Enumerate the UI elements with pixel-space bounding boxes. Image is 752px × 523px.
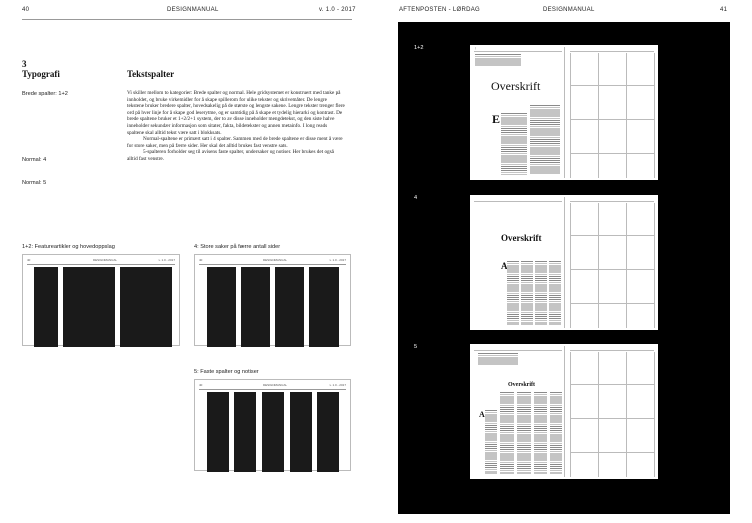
spread-3-text-col-3 bbox=[517, 392, 531, 474]
manual-title-right: DESIGNMANUAL bbox=[543, 7, 595, 13]
thumb-2-col-4 bbox=[309, 267, 339, 347]
thumb-3-rule bbox=[199, 389, 346, 390]
spread-2-text-col-1 bbox=[507, 261, 519, 325]
thumb-layout-1-2 bbox=[22, 254, 180, 346]
thumb-3-manual: DESIGNMANUAL bbox=[263, 383, 288, 387]
spread-example-4 bbox=[470, 195, 658, 330]
spread-3-grid-2 bbox=[598, 352, 599, 477]
thumb-1-col-2 bbox=[63, 267, 115, 347]
thumb-caption-2: 4: Store saker på færre antall sider bbox=[194, 244, 281, 250]
thumb-2-col-3 bbox=[275, 267, 304, 347]
spread-2-grid-1 bbox=[570, 203, 571, 328]
version-label: v. 1.0 - 2017 bbox=[319, 7, 356, 13]
paragraph-brede: Vi skiller mellom to kategorier: Brede spalter og normal. Hele gridsystemet er konstruert med tanke på innholdet, og bruke virkemidler for å skape spillerom for ulike tekster og skrivemåter. De lengre tekstene bruker bredere spalter, hovedsakelig på de største og lengste sakene. Lengre tekster trenger flere ord på hver linje for å skape god leserytme, og er samtidig på å skape et tydelig hierarki og kontrast. De brede spaltene bruker et 1+2/2+1 system, der to av disse inneholder mengdetekst, og den siste halve inneholder sekundær informasjon som sitater, fakta, bildetekster og annen metainfo. I long reads spaltene skal alltid tekst være satt i blokksats. bbox=[127, 90, 345, 136]
paragraph-normal-5: 5-spalteren forholder seg til avisens faste spalter, undersaker og notiser. Her brukes det også alltid fast venstre. bbox=[127, 149, 334, 162]
spread-2-text-col-3 bbox=[535, 261, 547, 325]
spread-3-text-col-1 bbox=[485, 410, 497, 474]
spread-2-grid-3 bbox=[626, 203, 627, 328]
spread-1-hrule-3 bbox=[570, 153, 654, 154]
spread-1-grid-2 bbox=[598, 53, 599, 178]
spread-2-headline: Overskrift bbox=[501, 233, 542, 243]
spread-3-grid-1 bbox=[570, 352, 571, 477]
spread-3-gutter bbox=[564, 346, 565, 477]
spread-1-rule-right bbox=[570, 51, 654, 52]
spread-2-grid-4 bbox=[654, 203, 655, 328]
spread-2-dropcap: A bbox=[501, 261, 508, 271]
thumb-1-col-3 bbox=[120, 267, 172, 347]
spread-3-rule-right bbox=[570, 350, 654, 351]
thumb-caption-1: 1+2: Featureartikler og hovedoppslag bbox=[22, 244, 115, 250]
section-title: Typografi bbox=[22, 69, 60, 79]
page-number-right: 41 bbox=[720, 7, 728, 13]
spread-1-rule-left bbox=[474, 51, 562, 52]
spread-2-rule-left bbox=[474, 201, 562, 202]
spread-3-hrule-1 bbox=[570, 384, 654, 385]
spread-2-rule-right bbox=[570, 201, 654, 202]
spread-label-1: 1+2 bbox=[414, 45, 424, 51]
thumb-3-col-5 bbox=[317, 392, 339, 472]
thumb-2-col-2 bbox=[241, 267, 270, 347]
spread-1-headline: Overskrift bbox=[491, 79, 541, 93]
body-text bbox=[127, 90, 345, 163]
paragraph-normal-4: Normal-spaltene er primært satt i 4 spalter. Sammen med de brede spaltene er disse ment å være for store saker, men på færre sider. Her skal det alltid brukes fast venstre sats. bbox=[127, 136, 343, 149]
spread-2-hrule-1 bbox=[570, 235, 654, 236]
thumb-3-page: 40 bbox=[199, 383, 203, 387]
header-rule-left bbox=[22, 19, 352, 20]
spread-2-gutter bbox=[564, 197, 565, 328]
spread-1-text-col-1 bbox=[501, 113, 527, 175]
page-number-left: 40 bbox=[22, 7, 30, 13]
spread-2-text-col-2 bbox=[521, 261, 533, 325]
spread-example-5 bbox=[470, 344, 658, 479]
spread-1-gutter bbox=[564, 47, 565, 178]
spread-1-text-col-2 bbox=[530, 105, 560, 175]
thumb-2-rule bbox=[199, 264, 346, 265]
spread-1-intro bbox=[475, 54, 521, 66]
spread-3-grid-3 bbox=[626, 352, 627, 477]
thumb-1-col-1 bbox=[34, 267, 58, 347]
spread-3-hrule-3 bbox=[570, 452, 654, 453]
spread-3-dropcap: A bbox=[479, 410, 485, 419]
spread-1-grid-4 bbox=[654, 53, 655, 178]
label-brede-spalter: Brede spalter: 1+2 bbox=[22, 91, 68, 97]
thumb-2-page: 40 bbox=[199, 258, 203, 262]
thumb-3-col-3 bbox=[262, 392, 284, 472]
spread-2-hrule-3 bbox=[570, 303, 654, 304]
spread-label-2: 4 bbox=[414, 195, 418, 201]
section-subtitle: Tekstspalter bbox=[127, 69, 175, 79]
thumb-3-col-1 bbox=[207, 392, 229, 472]
thumb-1-version: v. 1.0 - 2017 bbox=[158, 258, 175, 262]
spread-2-text-col-4 bbox=[549, 261, 561, 325]
section-number: 3 bbox=[22, 59, 27, 69]
thumb-3-version: v. 1.0 - 2017 bbox=[329, 383, 346, 387]
spread-1-hrule-2 bbox=[570, 119, 654, 120]
spread-1-grid-1 bbox=[570, 53, 571, 178]
publication-title: AFTENPOSTEN - LØRDAG bbox=[399, 7, 481, 13]
spread-label-3: 5 bbox=[414, 344, 418, 350]
spread-1-mark: | bbox=[475, 47, 476, 50]
thumb-1-page: 40 bbox=[27, 258, 31, 262]
thumb-3-col-4 bbox=[290, 392, 312, 472]
spread-2-grid-2 bbox=[598, 203, 599, 328]
spread-3-text-col-2 bbox=[500, 392, 514, 474]
thumb-2-col-1 bbox=[207, 267, 236, 347]
thumb-3-col-2 bbox=[234, 392, 256, 472]
spread-2-hrule-2 bbox=[570, 269, 654, 270]
spread-3-text-col-4 bbox=[534, 392, 547, 474]
spread-3-intro bbox=[478, 353, 518, 365]
thumb-2-version: v. 1.0 - 2017 bbox=[329, 258, 346, 262]
thumb-layout-5 bbox=[194, 379, 351, 471]
thumb-caption-3: 5: Faste spalter og notiser bbox=[194, 369, 259, 375]
spread-3-hrule-2 bbox=[570, 418, 654, 419]
label-normal-5: Normal: 5 bbox=[22, 180, 47, 186]
spread-3-headline: Overskrift bbox=[508, 382, 535, 388]
thumb-1-manual: DESIGNMANUAL bbox=[93, 258, 118, 262]
thumb-2-manual: DESIGNMANUAL bbox=[263, 258, 288, 262]
spread-3-grid-4 bbox=[654, 352, 655, 477]
spread-3-text-col-5 bbox=[550, 392, 562, 474]
thumb-1-rule bbox=[27, 264, 175, 265]
spread-1-dropcap: E bbox=[492, 112, 501, 126]
spread-example-1-2 bbox=[470, 45, 658, 180]
manual-title-left: DESIGNMANUAL bbox=[167, 7, 219, 13]
spread-1-grid-3 bbox=[626, 53, 627, 178]
spread-1-hrule-1 bbox=[570, 85, 654, 86]
label-normal-4: Normal: 4 bbox=[22, 157, 47, 163]
spread-3-rule-left bbox=[474, 350, 562, 351]
thumb-layout-4 bbox=[194, 254, 351, 346]
